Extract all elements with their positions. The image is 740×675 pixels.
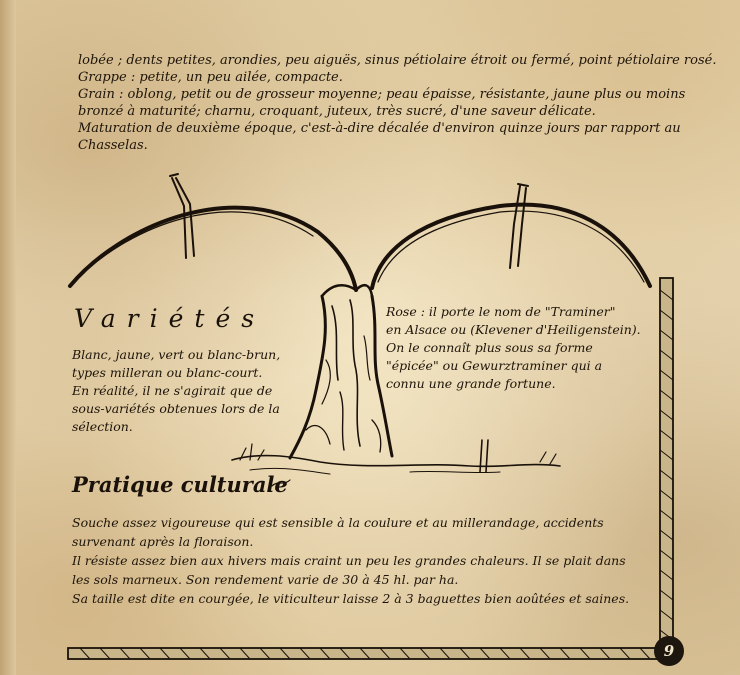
intro-line: Chasselas.: [78, 138, 148, 153]
varietes-right-line: en Alsace ou (Klevener d'Heiligenstein).: [386, 322, 641, 337]
varietes-left-line: sous-variétés obtenues lors de la: [72, 401, 280, 416]
intro-line: Grain : oblong, petit ou de grosseur moyenne; peau épaisse, résistante, jaune plus ou moins: [78, 87, 686, 102]
pratique-line: Sa taille est dite en courgée, le viticulteur laisse 2 à 3 baguettes bien aoûtées et saines.: [72, 591, 630, 606]
pratique-heading: Pratique culturale: [72, 472, 288, 497]
pratique-paragraph: [72, 513, 629, 608]
pratique-line: Il résiste assez bien aux hivers mais craint un peu les grandes chaleurs. Il se plait dans: [72, 553, 626, 568]
pratique-line: Souche assez vigoureuse qui est sensible à la coulure et au millerandage, accidents: [72, 515, 604, 530]
varietes-right-line: Rose : il porte le nom de "Traminer": [386, 304, 616, 319]
varietes-right-text: [386, 303, 641, 393]
pratique-line: survenant après la floraison.: [72, 534, 254, 549]
page-number: 9: [654, 636, 684, 666]
varietes-left-line: En réalité, il ne s'agirait que de: [72, 383, 273, 398]
intro-line: bronzé à maturité; charnu, croquant, juteux, très sucré, d'une saveur délicate.: [78, 104, 596, 119]
varietes-left-line: sélection.: [72, 419, 133, 434]
intro-line: lobée ; dents petites, arondies, peu aiguës, sinus pétiolaire étroit ou fermé, point pétiolaire rosé.: [78, 53, 717, 68]
pratique-line: les sols marneux. Son rendement varie de 30 à 45 hl. par ha.: [72, 572, 459, 587]
intro-paragraph: [78, 52, 716, 154]
varietes-left-text: [72, 346, 280, 436]
varietes-right-line: connu une grande fortune.: [386, 376, 556, 391]
varietes-heading: Variétés: [74, 304, 266, 333]
varietes-left-line: Blanc, jaune, vert ou blanc-brun,: [72, 347, 281, 362]
varietes-left-line: types milleran ou blanc-court.: [72, 365, 263, 380]
varietes-right-line: "épicée" ou Gewurztraminer qui a: [386, 358, 603, 373]
intro-line: Maturation de deuxième époque, c'est-à-dire décalée d'environ quinze jours par rapport au: [78, 121, 681, 136]
varietes-right-line: On le connaît plus sous sa forme: [386, 340, 593, 355]
intro-line: Grappe : petite, un peu ailée, compacte.: [78, 70, 343, 85]
